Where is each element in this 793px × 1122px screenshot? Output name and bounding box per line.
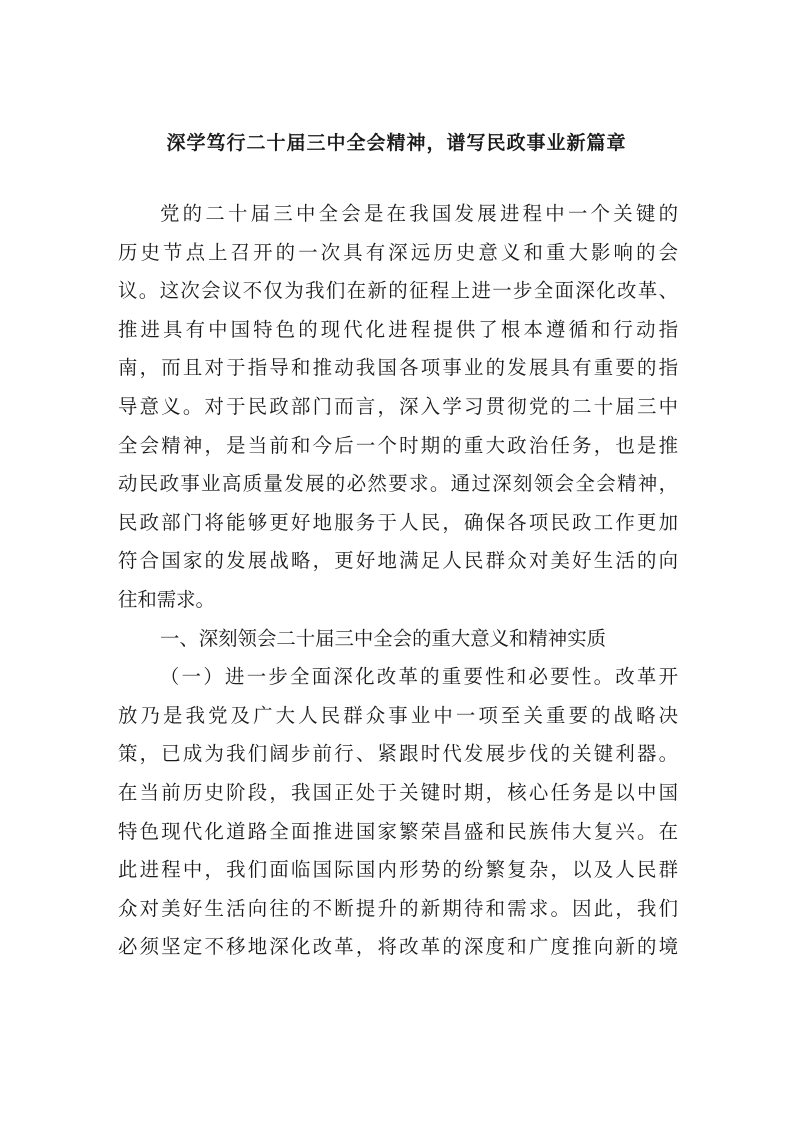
paragraph-line: 推进具有中国特色的现代化进程提供了根本遵循和行动指 bbox=[118, 317, 678, 341]
paragraph-line: 必须坚定不移地深化改革，将改革的深度和广度推向新的境 bbox=[118, 935, 678, 959]
paragraph-line: 众对美好生活向往的不断提升的新期待和需求。因此，我们 bbox=[118, 896, 678, 920]
section-heading: 一、深刻领会二十届三中全会的重大意义和精神实质 bbox=[160, 626, 606, 650]
paragraph-line: 党的二十届三中全会是在我国发展进程中一个关键的 bbox=[160, 202, 678, 225]
paragraph-line: 往和需求。 bbox=[118, 587, 215, 611]
document-title: 深学笃行二十届三中全会精神，谱写民政事业新篇章 bbox=[166, 132, 627, 154]
paragraph-line: 特色现代化道路全面推进国家繁荣昌盛和民族伟大复兴。在 bbox=[118, 819, 678, 843]
paragraph-line: 导意义。对于民政部门而言，深入学习贯彻党的二十届三中 bbox=[118, 394, 678, 418]
document-body bbox=[118, 195, 678, 967]
paragraph-line: 全会精神，是当前和今后一个时期的重大政治任务，也是推 bbox=[118, 433, 678, 457]
paragraph-line: 动民政事业高质量发展的必然要求。通过深刻领会全会精神， bbox=[118, 472, 678, 496]
paragraph-line: 议。这次会议不仅为我们在新的征程上进一步全面深化改革、 bbox=[118, 279, 678, 303]
paragraph-line: 民政部门将能够更好地服务于人民，确保各项民政工作更加 bbox=[118, 510, 678, 534]
paragraph-line: 放乃是我党及广大人民群众事业中一项至关重要的战略决 bbox=[118, 703, 678, 727]
paragraph-line: 南，而且对于指导和推动我国各项事业的发展具有重要的指 bbox=[118, 356, 678, 380]
subsection-line: （一）进一步全面深化改革的重要性和必要性。改革开 bbox=[160, 665, 678, 689]
paragraph-line: 历史节点上召开的一次具有深远历史意义和重大影响的会 bbox=[118, 240, 678, 264]
paragraph-line: 此进程中，我们面临国际国内形势的纷繁复杂，以及人民群 bbox=[118, 858, 678, 882]
paragraph-line: 策，已成为我们阔步前行、紧跟时代发展步伐的关键利器。 bbox=[118, 742, 678, 766]
paragraph-line: 符合国家的发展战略，更好地满足人民群众对美好生活的向 bbox=[118, 549, 678, 573]
paragraph-line: 在当前历史阶段，我国正处于关键时期，核心任务是以中国 bbox=[118, 780, 678, 804]
